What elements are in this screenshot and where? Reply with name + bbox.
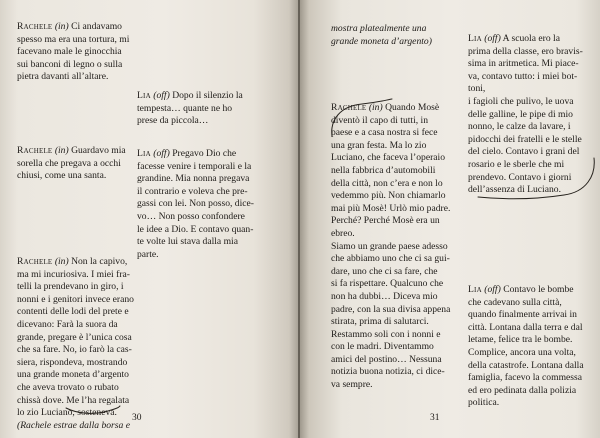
line-text: sima in aritmetica. Mi piace-: [468, 58, 579, 70]
speaker-name: Lia: [137, 148, 151, 159]
line-text: città. Lontana dalla terra e dal: [468, 321, 583, 333]
line-text: pidocchi dei fratelli e le stelle: [468, 133, 582, 145]
line-text: dell’assenza di Luciano.: [468, 184, 561, 196]
line-text: nonno, le calze da lavare, i: [468, 121, 571, 133]
line-text: lo zio Luciano, sosteneva.: [17, 407, 117, 419]
text-line: [468, 397, 590, 410]
line-text: vo… Non posso confondere: [137, 210, 245, 222]
text-line: [468, 334, 590, 347]
text-line: [468, 121, 590, 134]
line-text: Dopo il silenzio la: [172, 90, 243, 101]
line-text: del cielo. Contavo i grani del: [468, 146, 580, 158]
text-line: [331, 178, 463, 191]
text-line: [17, 145, 136, 158]
line-text: con le madri. Diventammo: [331, 341, 434, 353]
text-line: [17, 170, 136, 183]
line-text: te volte lui stava dalla mia: [137, 236, 238, 248]
text-line: [17, 294, 136, 307]
stage-direction: (off): [484, 33, 501, 44]
text-line: [331, 241, 463, 254]
line-text: Ci andavamo: [71, 21, 122, 32]
page-number-left: 30: [132, 413, 142, 423]
line-text: Guardavo mia: [71, 145, 126, 156]
stage-direction: mostra platealmente una: [331, 23, 427, 34]
text-line: [331, 228, 463, 241]
line-text: telli la prendevano in giro, i: [17, 281, 124, 293]
line-text: contenti delle lodi del prete e: [17, 306, 129, 318]
text-line: [468, 146, 590, 159]
text-line: [331, 165, 463, 178]
speaker-name: Rachele: [17, 145, 53, 156]
text-line: [331, 366, 463, 379]
page-number-right: 31: [430, 413, 440, 423]
text-line: [137, 148, 287, 161]
text-line: [331, 379, 463, 392]
text-line: [468, 159, 590, 172]
text-line: [468, 184, 590, 197]
line-text: della città, non c’era e non lo: [331, 177, 443, 189]
text-line: [468, 284, 590, 297]
left-page-block-2: [17, 145, 136, 183]
line-text: nonni e i genitori invece erano: [17, 293, 134, 305]
line-text: che sa fare. No, io farò la cas-: [17, 344, 132, 356]
line-text: Pregavo Dio che: [172, 148, 237, 159]
line-text: della catastrofe. Lontana dalla: [468, 359, 584, 371]
line-text: Contavo le bombe: [503, 284, 574, 295]
stage-direction: (off): [153, 90, 170, 101]
text-line: [468, 322, 590, 335]
text-line: [17, 319, 136, 332]
text-line: [468, 360, 590, 373]
line-text: A scuola ero la: [502, 33, 560, 44]
text-line: [17, 71, 136, 84]
text-line: [331, 203, 463, 216]
text-line: [468, 372, 590, 385]
text-line: [331, 253, 463, 266]
speaker-name: Lia: [468, 284, 482, 295]
text-line: [331, 127, 463, 140]
left-page-block-4: [137, 90, 285, 128]
text-line: [331, 115, 463, 128]
line-text: ma mi incuriosiva. I miei fra-: [17, 268, 130, 280]
text-line: [468, 109, 590, 122]
line-text: siera, rispondeva, mostrando: [17, 356, 128, 368]
text-line: [468, 172, 590, 185]
text-line: [468, 83, 590, 96]
text-line: [468, 33, 590, 46]
left-page-block-5: [137, 148, 287, 261]
stage-direction: (in): [54, 145, 69, 156]
text-line: [468, 309, 590, 322]
line-text: ed ero pedinata dalla polizia: [468, 384, 577, 396]
line-text: prese da piccola…: [137, 115, 209, 127]
text-line: [331, 215, 463, 228]
text-line: [137, 224, 287, 237]
text-line: [17, 332, 136, 345]
line-text: diventò il capo di tutti, in: [331, 114, 428, 126]
right-page-block-1: [331, 23, 461, 48]
line-text: va sempre.: [331, 379, 373, 391]
line-text: Non la capivo,: [71, 256, 128, 267]
line-text: Siamo un grande paese adesso: [331, 240, 448, 252]
text-line: [468, 134, 590, 147]
stage-direction: (in): [54, 21, 69, 32]
text-line: [468, 347, 590, 360]
text-line: [17, 306, 136, 319]
text-line: [331, 329, 463, 342]
line-text: che cadevano sulla città,: [468, 296, 562, 308]
line-text: sorella che pregava a occhi: [17, 157, 121, 169]
text-line: [331, 140, 463, 153]
stage-direction: (in): [54, 256, 69, 267]
text-line: [331, 23, 461, 36]
text-line: [17, 357, 136, 370]
line-text: ebreo.: [331, 227, 355, 239]
line-text: che abbiamo uno che ci sa gui-: [331, 253, 450, 265]
speaker-name: Lia: [468, 33, 482, 44]
text-line: [17, 21, 136, 34]
text-line: [17, 369, 136, 382]
text-line: [137, 161, 287, 174]
text-line: [17, 269, 136, 282]
line-text: sui banconi di legno o sulla: [17, 58, 123, 70]
text-line: [331, 354, 463, 367]
text-line: [468, 46, 590, 59]
line-text: grandine. Mia nonna pregava: [137, 173, 250, 185]
text-line: [331, 190, 463, 203]
text-line: [17, 382, 136, 395]
line-text: pietra davanti all’altare.: [17, 71, 109, 83]
line-text: Restammo soli con i nonni e: [331, 328, 441, 340]
stage-direction: (Rachele estrae dalla borsa e: [17, 419, 130, 431]
text-line: [17, 59, 136, 72]
text-line: [137, 90, 285, 103]
line-text: una gran festa. Ma lo zio: [331, 139, 427, 151]
text-line: [17, 281, 136, 294]
text-line: [137, 249, 287, 262]
line-text: Perché? Perché Mosè era un: [331, 215, 440, 227]
text-line: [17, 158, 136, 171]
line-text: gassi con lei. Non posso, dice-: [137, 198, 254, 210]
text-line: [137, 103, 285, 116]
text-line: [137, 186, 287, 199]
text-line: [331, 152, 463, 165]
line-text: va, contavo tutto: i miei bot-: [468, 70, 578, 82]
speaker-name: Rachele: [17, 21, 53, 32]
left-page: [0, 0, 298, 438]
text-line: [468, 385, 590, 398]
text-line: [331, 266, 463, 279]
line-text: toni,: [468, 83, 486, 95]
text-line: [137, 198, 287, 211]
line-text: quando finalmente arrivai in: [468, 309, 577, 321]
stage-direction: grande moneta d’argento): [331, 35, 432, 47]
text-line: [17, 395, 136, 408]
text-line: [17, 256, 136, 269]
text-line: [331, 316, 463, 329]
left-page-block-1: [17, 21, 136, 84]
line-text: prendevo. Contavo i giorni: [468, 171, 572, 183]
right-page-block-3: [468, 33, 590, 197]
text-line: [17, 407, 136, 420]
line-text: il contrario e voleva che pre-: [137, 185, 248, 197]
line-text: Luciano, che faceva l’operaio: [331, 152, 445, 164]
line-text: notizia buona notizia, ci dice-: [331, 366, 445, 378]
line-text: parte.: [137, 248, 159, 260]
text-line: [137, 211, 287, 224]
right-page-block-2: [331, 102, 463, 392]
line-text: che aveva trovato o rubato: [17, 381, 119, 393]
text-line: [17, 420, 136, 433]
stage-direction: (off): [153, 148, 170, 159]
line-text: le idee a Dio. E contavo quan-: [137, 223, 254, 235]
line-text: spesso ma era una tortura, mi: [17, 33, 130, 45]
line-text: Quando Mosè: [385, 102, 440, 113]
line-text: letame, felice tra le bombe.: [468, 334, 573, 346]
speaker-name: Lia: [137, 90, 151, 101]
text-line: [137, 115, 285, 128]
line-text: nella fabbrica d’automobili: [331, 164, 436, 176]
line-text: padre, con la sua divisa appena: [331, 303, 451, 315]
line-text: dare, uno che ci sa fare, che: [331, 265, 438, 277]
line-text: si fa rispettare. Qualcuno che: [331, 278, 444, 290]
line-text: una grande moneta d’argento: [17, 369, 129, 381]
text-line: [17, 34, 136, 47]
line-text: paese e a casa nostra si fece: [331, 127, 438, 139]
text-line: [331, 341, 463, 354]
line-text: grande, pregare è l’unica cosa: [17, 331, 132, 343]
line-text: Complice, ancora una volta,: [468, 346, 576, 358]
text-line: [331, 36, 461, 49]
line-text: vedemmo più. Non chiamarlo: [331, 190, 446, 202]
line-text: mai più Mosè! Urlò mio padre.: [331, 202, 451, 214]
text-line: [468, 71, 590, 84]
line-text: politica.: [468, 397, 500, 409]
line-text: amici del postino… Nessuna: [331, 353, 442, 365]
line-text: delle galline, le pipe di mio: [468, 108, 573, 120]
text-line: [331, 102, 463, 115]
line-text: chiusi, come una santa.: [17, 170, 107, 182]
line-text: i fagioli che pulivo, le uova: [468, 95, 574, 107]
line-text: non ha dubbi… Diceva mio: [331, 290, 438, 302]
stage-direction: (in): [368, 102, 383, 113]
text-line: [331, 291, 463, 304]
line-text: tempesta… quante ne ho: [137, 102, 233, 114]
line-text: chissà dove. Me l’ha regalata: [17, 394, 130, 406]
text-line: [468, 297, 590, 310]
text-line: [17, 344, 136, 357]
text-line: [468, 96, 590, 109]
text-line: [331, 278, 463, 291]
speaker-name: Rachele: [331, 102, 367, 113]
text-line: [17, 46, 136, 59]
line-text: prima della classe, ero bravis-: [468, 45, 583, 57]
line-text: facevano male le ginocchia: [17, 46, 122, 58]
stage-direction: (off): [484, 284, 501, 295]
line-text: dicevano: Farà la suora da: [17, 318, 118, 330]
text-line: [137, 236, 287, 249]
text-line: [137, 173, 287, 186]
line-text: facesse venire i temporali e la: [137, 160, 252, 172]
text-line: [468, 58, 590, 71]
right-page: [300, 0, 600, 438]
line-text: famiglia, facevo la commessa: [468, 372, 583, 384]
line-text: stirata, prima di salutarci.: [331, 316, 429, 328]
line-text: rosario e le sberle che mi: [468, 158, 565, 170]
left-page-block-3: [17, 256, 136, 432]
text-line: [331, 304, 463, 317]
speaker-name: Rachele: [17, 256, 53, 267]
right-page-block-4: [468, 284, 590, 410]
